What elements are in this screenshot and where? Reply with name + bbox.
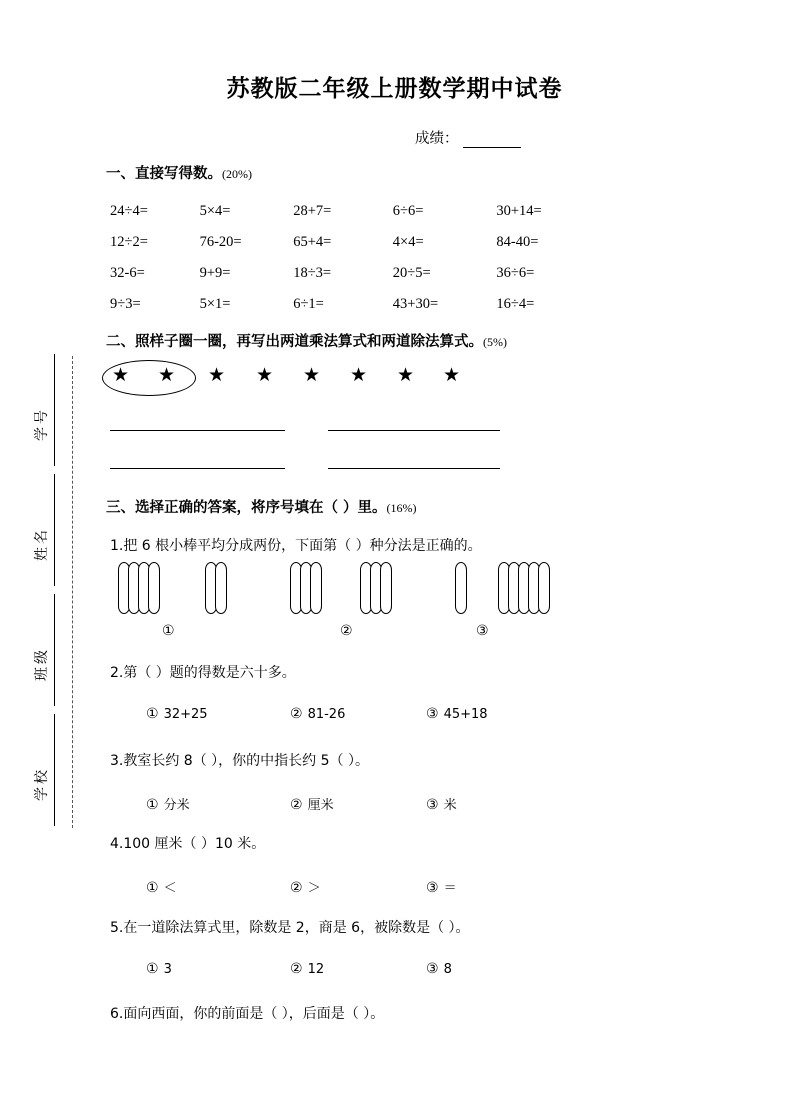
question-4-text: 4.100 厘米（ ）10 米。 xyxy=(110,836,266,852)
arithmetic-cell: 6÷6= xyxy=(392,203,424,219)
answer-line[interactable] xyxy=(328,468,500,469)
stick-group-3b xyxy=(498,562,548,614)
section-3-points: (16%) xyxy=(386,501,417,515)
stick-diagram-labels xyxy=(110,623,580,647)
arithmetic-cell: 30+14= xyxy=(496,203,542,219)
stick-icon xyxy=(310,562,322,614)
section-1-heading xyxy=(106,162,252,183)
arithmetic-cell: 65+4= xyxy=(293,234,332,250)
section-3-heading xyxy=(106,496,417,517)
stick-group-2a xyxy=(290,562,320,614)
option-1[interactable]: ① 分米 xyxy=(146,797,190,813)
margin-blank-line xyxy=(54,714,55,826)
option-3[interactable]: ③ 米 xyxy=(426,797,457,813)
margin-info-strip xyxy=(0,330,95,850)
margin-field-student-id[interactable] xyxy=(18,352,64,472)
arithmetic-cell: 4×4= xyxy=(392,234,424,250)
stick-option-label-2[interactable]: ② xyxy=(340,623,353,639)
page-title: 苏教版二年级上册数学期中试卷 xyxy=(226,76,563,102)
question-3-text: 3.教室长约 8（ ），你的中指长约 5（ ）。 xyxy=(110,753,369,769)
question-2-text: 2.第（ ）题的得数是六十多。 xyxy=(110,665,296,681)
arithmetic-cell: 6÷1= xyxy=(293,296,324,312)
answer-line[interactable] xyxy=(110,430,285,431)
margin-field-label: 学号 xyxy=(34,407,50,441)
answer-line[interactable] xyxy=(110,468,285,469)
margin-blank-line xyxy=(54,354,55,466)
margin-field-name[interactable] xyxy=(18,472,64,592)
score-blank-line[interactable] xyxy=(463,134,521,148)
stick-group-1b xyxy=(205,562,225,614)
option-1[interactable]: ① ＜ xyxy=(146,880,177,896)
option-2[interactable]: ② 81-26 xyxy=(290,706,346,722)
stick-group-3a xyxy=(455,562,465,614)
option-2[interactable]: ② 12 xyxy=(290,961,325,977)
arithmetic-row xyxy=(108,196,578,227)
arithmetic-grid xyxy=(108,196,578,320)
margin-field-label: 学校 xyxy=(34,767,50,801)
arithmetic-cell: 12÷2= xyxy=(110,234,148,250)
star-icon: ★ xyxy=(350,364,368,386)
stick-option-label-1[interactable]: ① xyxy=(162,623,175,639)
arithmetic-row xyxy=(108,289,578,320)
arithmetic-cell: 84-40= xyxy=(496,234,539,250)
section-1-title: 一、直接写得数。 xyxy=(106,166,222,182)
arithmetic-cell: 20÷5= xyxy=(392,265,431,281)
star-icon: ★ xyxy=(158,364,176,386)
question-3-options xyxy=(110,794,580,818)
question-1-text: 1.把 6 根小棒平均分成两份，下面第（ ）种分法是正确的。 xyxy=(110,538,482,554)
answer-line[interactable] xyxy=(328,430,500,431)
question-5-text: 5.在一道除法算式里，除数是 2，商是 6，被除数是（ ）。 xyxy=(110,920,470,936)
section-2-heading xyxy=(106,330,507,351)
margin-blank-line xyxy=(54,594,55,706)
score-field xyxy=(415,127,521,148)
section-1-points: (20%) xyxy=(222,167,252,181)
option-2[interactable]: ② 厘米 xyxy=(290,797,334,813)
star-icon: ★ xyxy=(443,364,461,386)
stick-option-label-3[interactable]: ③ xyxy=(476,623,489,639)
star-icon: ★ xyxy=(397,364,415,386)
star-icon: ★ xyxy=(112,364,130,386)
stick-icon xyxy=(455,562,467,614)
arithmetic-cell: 16÷4= xyxy=(496,296,535,312)
margin-blank-line xyxy=(54,474,55,586)
arithmetic-cell: 9+9= xyxy=(199,265,231,281)
margin-field-label: 姓名 xyxy=(34,527,50,561)
option-1[interactable]: ① 3 xyxy=(146,961,172,977)
star-icon: ★ xyxy=(208,364,226,386)
question-5-options xyxy=(110,961,580,985)
arithmetic-cell: 9÷3= xyxy=(110,296,141,312)
option-2[interactable]: ② ＞ xyxy=(290,880,321,896)
arithmetic-cell: 43+30= xyxy=(392,296,439,312)
question-2-options xyxy=(110,706,580,730)
question-4-options xyxy=(110,877,580,901)
score-label: 成绩： xyxy=(415,131,459,147)
margin-field-class[interactable] xyxy=(18,592,64,712)
option-3[interactable]: ③ ＝ xyxy=(426,880,457,896)
arithmetic-row xyxy=(108,227,578,258)
arithmetic-cell: 18÷3= xyxy=(293,265,332,281)
arithmetic-cell: 76-20= xyxy=(199,234,242,250)
arithmetic-cell: 5×4= xyxy=(199,203,231,219)
arithmetic-cell: 5×1= xyxy=(199,296,231,312)
arithmetic-cell: 36÷6= xyxy=(496,265,535,281)
stick-group-2b xyxy=(360,562,390,614)
star-icon: ★ xyxy=(256,364,274,386)
star-icon: ★ xyxy=(303,364,321,386)
section-3-title: 三、选择正确的答案，将序号填在（ ）里。 xyxy=(106,500,387,516)
stick-group-1a xyxy=(118,562,158,614)
section-2-title: 二、照样子圈一圈，再写出两道乘法算式和两道除法算式。 xyxy=(106,334,483,350)
arithmetic-cell: 32-6= xyxy=(110,265,145,281)
option-1[interactable]: ① 32+25 xyxy=(146,706,208,722)
section-2-points: (5%) xyxy=(483,335,507,349)
margin-field-school[interactable] xyxy=(18,712,64,832)
question-6-text: 6.面向西面，你的前面是（ ），后面是（ ）。 xyxy=(110,1006,385,1022)
stick-icon xyxy=(148,562,160,614)
stick-diagram xyxy=(110,562,580,622)
arithmetic-row xyxy=(108,258,578,289)
margin-dashed-divider xyxy=(72,356,73,828)
option-3[interactable]: ③ 8 xyxy=(426,961,452,977)
arithmetic-cell: 24÷4= xyxy=(110,203,148,219)
stick-icon xyxy=(538,562,550,614)
stick-icon xyxy=(215,562,227,614)
stick-icon xyxy=(380,562,392,614)
option-3[interactable]: ③ 45+18 xyxy=(426,706,488,722)
margin-field-label: 班级 xyxy=(34,647,50,681)
arithmetic-cell: 28+7= xyxy=(293,203,332,219)
star-diagram xyxy=(100,358,480,398)
